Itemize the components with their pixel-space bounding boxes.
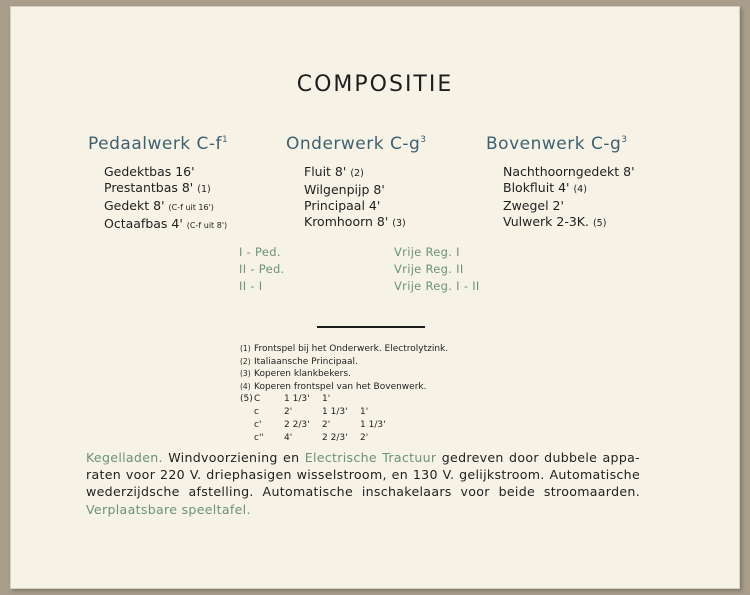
footnote-text: Koperen klankbekers. — [254, 369, 351, 380]
heading-sup: 3 — [621, 135, 628, 145]
stop-item — [304, 198, 406, 214]
document-page — [10, 6, 740, 589]
table-cell: 2 2/3' — [322, 433, 348, 444]
heading-text: Onderwerk C-g — [286, 134, 421, 154]
paragraph-text: Windvoorziening en — [162, 450, 305, 465]
coupler-item: Vrije Reg. I — [394, 245, 460, 259]
table-cell — [360, 393, 390, 406]
stop-name: Gedekt 8' — [104, 198, 165, 213]
stop-note: (5) — [592, 218, 607, 229]
table-row — [240, 432, 390, 445]
stop-item — [104, 164, 227, 180]
table-cell: 1 1/3' — [284, 394, 310, 405]
stop-list-pedaalwerk — [104, 164, 227, 234]
footnote-text: Koperen frontspel van het Bovenwerk. — [254, 381, 427, 392]
heading-sup: 1 — [222, 135, 229, 145]
table-cell: 2' — [322, 420, 331, 431]
stop-item — [304, 214, 406, 232]
table-cell: c' — [254, 420, 262, 431]
table-row — [240, 419, 390, 432]
stop-note: (4) — [573, 184, 587, 195]
stop-note: (1) — [197, 184, 211, 195]
stop-item — [104, 180, 227, 198]
stop-item — [304, 182, 406, 198]
coupler-item: Vrije Reg. I - II — [394, 279, 480, 293]
footnote — [240, 368, 448, 381]
footnote-text: Italiaansche Principaal. — [254, 356, 358, 367]
stop-list-onderwerk — [304, 164, 406, 232]
footnote-text: Frontspel bij het Onderwerk. Electrolytzink. — [254, 344, 449, 354]
stop-name: Vulwerk 2-3K. — [503, 214, 589, 229]
mixture-composition-table — [240, 393, 390, 445]
stop-list-bovenwerk — [503, 164, 635, 232]
table-cell: 2' — [284, 407, 293, 418]
coupler-item: II - I — [239, 279, 263, 293]
stop-name: Gedektbas 16' — [104, 164, 195, 179]
stop-name: Prestantbas 8' — [104, 180, 194, 195]
column-heading-bovenwerk — [486, 134, 628, 154]
column-heading-pedaalwerk — [88, 134, 228, 154]
paragraph-text: raten voor 220 V. driephasigen wisselstroom, en 130 V. gelijkstroom. Automatische — [86, 467, 640, 483]
column-heading-onderwerk — [286, 134, 427, 154]
stop-name: Wilgenpijp 8' — [304, 182, 385, 197]
coupler-item: Vrije Reg. II — [394, 262, 464, 276]
free-combination-list — [394, 244, 480, 295]
table-cell: 2' — [360, 433, 369, 444]
footnote-number: (5) — [240, 394, 253, 405]
coupler-item: II - Ped. — [239, 262, 285, 276]
footnote-number: (4) — [240, 381, 251, 391]
footnote — [240, 343, 448, 356]
divider — [317, 326, 425, 328]
stop-item — [503, 180, 635, 198]
coupler-item: I - Ped. — [239, 245, 281, 259]
stop-name: Principaal 4' — [304, 198, 381, 213]
stop-name: Fluit 8' — [304, 164, 347, 179]
stop-name: Blokfluit 4' — [503, 180, 570, 195]
table-row — [240, 406, 390, 419]
stop-note: (2) — [350, 168, 364, 179]
footnote-number: (3) — [240, 369, 251, 379]
description-paragraph — [86, 449, 640, 518]
stop-name: Octaafbas 4' — [104, 216, 183, 231]
footnote-number: (1) — [240, 344, 251, 353]
heading-text: Bovenwerk C-g — [486, 134, 622, 154]
table-cell: 1 1/3' — [322, 407, 348, 418]
highlight-text: Kegelladen. — [86, 450, 163, 465]
stop-name: Zwegel 2' — [503, 198, 564, 213]
stop-item — [503, 198, 635, 214]
heading-text: Pedaalwerk C-f — [88, 134, 223, 154]
table-cell: 2 2/3' — [284, 420, 310, 431]
paragraph-text: gedreven door dubbele appa- — [436, 450, 640, 465]
paragraph-line — [86, 466, 640, 483]
table-cell: C — [254, 394, 261, 405]
paragraph-line — [86, 483, 640, 500]
table-cell: c'' — [254, 433, 264, 444]
coupler-list — [239, 244, 285, 295]
stop-item — [104, 216, 227, 234]
table-cell: 1' — [322, 394, 331, 405]
footnotes — [240, 343, 448, 445]
stop-name: Kromhoorn 8' — [304, 214, 389, 229]
table-cell: 4' — [284, 433, 293, 444]
table-cell: c — [254, 407, 259, 418]
table-cell: 1' — [360, 407, 369, 418]
highlight-text: Verplaatsbare speeltafel. — [86, 501, 251, 517]
stop-item — [304, 164, 406, 182]
paragraph-text: wederzijdsche afstelling. Automatische inschakelaars voor beide stroomaarden. — [86, 484, 640, 500]
highlight-text: Electrische Tractuur — [304, 450, 437, 465]
heading-sup: 3 — [420, 135, 427, 145]
stop-item — [104, 198, 227, 216]
paragraph-line — [86, 501, 640, 518]
stop-remark: (C-f uit 16') — [168, 203, 214, 212]
footnote — [240, 356, 448, 369]
page-title: COMPOSITIE — [296, 72, 454, 97]
table-row — [240, 393, 390, 406]
stop-note: (3) — [392, 218, 406, 229]
footnote — [240, 381, 448, 394]
paragraph-line — [86, 449, 640, 466]
stop-remark: (C-f uit 8') — [186, 221, 228, 230]
stop-item — [503, 164, 635, 180]
footnote-number: (2) — [240, 356, 251, 366]
table-cell: 1 1/3' — [360, 420, 386, 431]
stop-item — [503, 214, 635, 232]
stop-name: Nachthoorngedekt 8' — [503, 164, 635, 179]
